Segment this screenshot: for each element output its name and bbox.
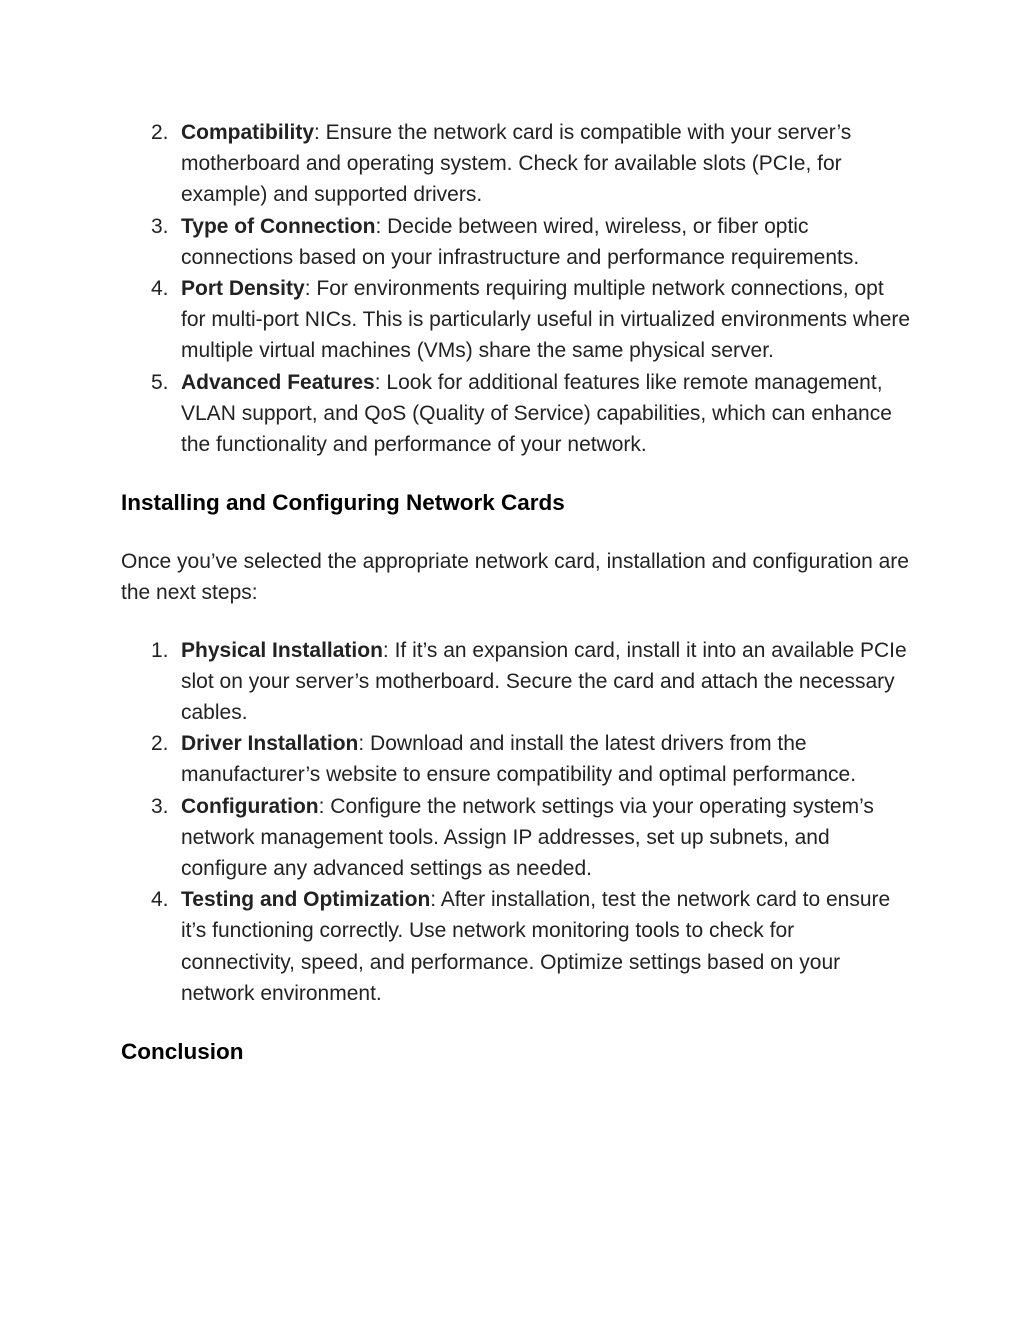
list-item-term: Advanced Features [181,370,375,394]
list-item-text: : Look for additional features like remote management, VLAN support, and QoS (Quality of Service) capabilities, which can enhance the functionality and performance of your network. [181,370,892,457]
network-card-selection-list [121,117,911,460]
list-item [121,211,911,273]
list-item-number: 4. [151,277,169,301]
document-content [121,117,911,1067]
list-item-term: Type of Connection [181,214,376,238]
list-item-term: Testing and Optimization [181,888,431,912]
list-item-text: : Decide between wired, wireless, or fiber optic connections based on your infrastructure and performance requirements. [181,214,860,269]
list-item-number: 5. [151,370,169,394]
list-item-text: : For environments requiring multiple network connections, opt for multi-port NICs. This is particularly useful in virtualized environments where multiple virtual machines (VMs) share the same physical server. [181,277,911,363]
list-item-text: : After installation, test the network card to ensure it’s functioning correctly. Use network monitoring tools to check for connectivity, speed, and performance. Optimize settings based on your network environment. [181,888,891,1005]
list-item-number: 3. [151,214,169,238]
list-item-number: 2. [151,732,169,756]
install-intro-paragraph: Once you’ve selected the appropriate network card, installation and configuration are the next steps: [121,550,909,605]
list-item [121,884,911,1009]
list-item-text: : Download and install the latest drivers from the manufacturer’s website to ensure compatibility and optimal performance. [181,732,857,787]
list-item [121,728,911,790]
list-item-term: Physical Installation [181,638,383,662]
list-item [121,117,911,211]
section-heading-conclusion: Conclusion [121,1039,244,1065]
installation-steps-list [121,635,911,1009]
list-item-number: 1. [151,638,169,662]
list-item-term: Compatibility [181,121,315,144]
list-item [121,273,911,367]
list-item-term: Driver Installation [181,732,359,756]
list-item-number: 2. [151,121,169,144]
list-item-number: 3. [151,794,169,818]
list-item [121,367,911,461]
list-item-text: : Ensure the network card is compatible with your server’s motherboard and operating system. Check for available slots (PCIe, for example) and supported drivers. [181,121,852,207]
list-item [121,791,911,885]
list-item-term: Port Density [181,277,305,301]
section-heading-installing: Installing and Configuring Network Cards [121,490,565,516]
list-item-text: : Configure the network settings via your operating system’s network management tools. Assign IP addresses, set up subnets, and configure any advanced settings as needed. [181,794,874,881]
list-item [121,635,911,729]
list-item-text: : If it’s an expansion card, install it into an available PCIe slot on your server’s motherboard. Secure the card and attach the necessary cables. [181,638,907,725]
list-item-number: 4. [151,888,169,912]
list-item-term: Configuration [181,794,319,818]
